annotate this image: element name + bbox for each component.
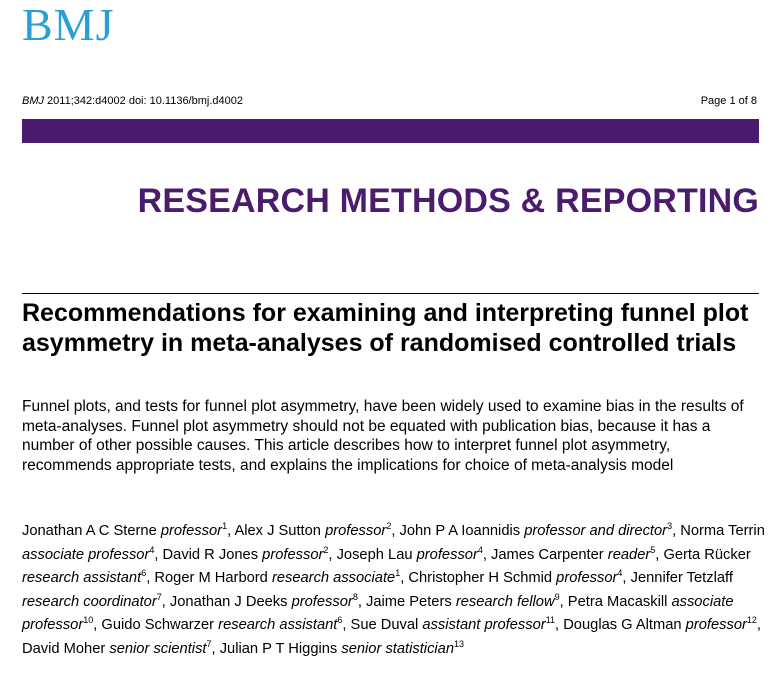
author-role: research coordinator bbox=[22, 593, 157, 610]
author-role: research associate bbox=[271, 570, 396, 586]
author-entry bbox=[366, 591, 560, 610]
author-affiliation: 3 bbox=[667, 521, 673, 532]
author-entry bbox=[234, 523, 391, 539]
author-role: professor bbox=[160, 523, 223, 539]
author-affiliation: 2 bbox=[386, 521, 392, 532]
bmj-logo: BMJ bbox=[22, 0, 115, 50]
author-name: Christopher H Schmid bbox=[408, 570, 553, 586]
author-entry bbox=[351, 617, 555, 633]
author-entry bbox=[336, 544, 483, 563]
author-name: Joseph Lau bbox=[336, 546, 413, 563]
author-affiliation: 1 bbox=[395, 568, 401, 579]
author-name: Douglas G Altman bbox=[563, 617, 682, 633]
author-name: Jennifer Tetzlaff bbox=[630, 570, 733, 586]
author-affiliation: 12 bbox=[746, 615, 757, 626]
author-role: assistant professor bbox=[422, 617, 546, 633]
author-affiliation: 4 bbox=[617, 568, 623, 579]
author-entry bbox=[154, 570, 400, 586]
author-role: professor bbox=[262, 546, 324, 563]
author-name: Alex J Sutton bbox=[234, 523, 321, 539]
author-role: senior statistician bbox=[341, 640, 455, 657]
page-number: Page 1 of 8 bbox=[700, 95, 757, 107]
author-affiliation: 6 bbox=[337, 615, 343, 626]
author-name: John P A Ioannidis bbox=[399, 523, 521, 539]
author-name: Norma Terrin bbox=[680, 523, 765, 539]
author-affiliation: 9 bbox=[554, 591, 560, 602]
author-affiliation: 4 bbox=[477, 544, 483, 555]
author-entry bbox=[22, 523, 227, 539]
author-affiliation: 7 bbox=[206, 638, 212, 649]
article-abstract: Funnel plots, and tests for funnel plot asymmetry, have been widely used to examine bias in the results of meta-analyses. Funnel plot asymmetry should not be equated with publication bias, because it has a number of other possible causes. This article describes how to interpret funnel plot asymmetry, recommends appropriate tests, and explains the implications for choice of meta-analysis model bbox=[22, 398, 744, 474]
author-name: Jonathan J Deeks bbox=[169, 593, 288, 610]
author-name: Jonathan A C Sterne bbox=[22, 523, 157, 539]
citation-details: 2011;342:d4002 doi: 10.1136/bmj.d4002 bbox=[44, 95, 243, 107]
author-entry bbox=[400, 523, 673, 539]
author-role: research fellow bbox=[455, 593, 555, 610]
author-affiliation: 7 bbox=[156, 591, 162, 602]
author-role: professor bbox=[685, 617, 747, 633]
author-role: reader bbox=[607, 546, 651, 563]
author-entry bbox=[408, 570, 622, 586]
author-role: senior scientist bbox=[109, 640, 207, 657]
author-role: professor and director bbox=[524, 523, 668, 539]
author-role: professor bbox=[291, 593, 353, 610]
author-entry bbox=[563, 617, 757, 633]
article-title: Recommendations for examining and interpreting funnel plot asymmetry in meta-analyses of randomised controlled trials bbox=[22, 299, 749, 357]
author-affiliation: 5 bbox=[650, 544, 656, 555]
author-name: Roger M Harbord bbox=[154, 570, 268, 586]
author-name: Gerta Rücker bbox=[663, 546, 751, 563]
author-name: Guido Schwarzer bbox=[101, 617, 215, 633]
author-entry bbox=[219, 638, 465, 657]
author-affiliation: 6 bbox=[141, 568, 147, 579]
section-heading: RESEARCH METHODS & REPORTING bbox=[137, 182, 759, 220]
author-name: Sue Duval bbox=[350, 617, 419, 633]
author-affiliation: 10 bbox=[83, 615, 94, 626]
author-affiliation: 11 bbox=[545, 615, 556, 626]
author-role: associate professor bbox=[22, 593, 734, 633]
author-name: David Moher bbox=[22, 640, 106, 657]
header-color-bar bbox=[22, 119, 759, 143]
author-name: Petra Macaskill bbox=[567, 593, 668, 610]
author-role: associate professor bbox=[22, 546, 150, 563]
author-name: Julian P T Higgins bbox=[219, 640, 338, 657]
author-affiliation: 2 bbox=[323, 544, 329, 555]
author-entry bbox=[169, 591, 358, 610]
author-role: professor bbox=[416, 546, 478, 563]
author-entry bbox=[22, 638, 212, 657]
author-role: research assistant bbox=[22, 570, 142, 586]
author-entry bbox=[101, 617, 342, 633]
author-entry bbox=[491, 544, 656, 563]
author-affiliation: 13 bbox=[454, 638, 465, 649]
title-divider bbox=[22, 293, 759, 294]
author-list: Jonathan A C Sterne professor$^1$, Alex J Sutton professor$^2$, John P A Ioannidis professor and director$^3$, Norma Terrin associate professor$^4$, David R Jones professor$^2$, Joseph Lau professor$^4$, James Carpenter reader$^5$, Gerta Rücker research assistant$^6$, Roger M Harbord research associate$^1$, Christopher H Schmid professor$^4$, Jennifer Tetzlaff research coordinator$^7$, Jonathan J Deeks professor$^8$, Jaime Peters research fellow$^9$, Petra Macaskill associate professor$^{10}$, Guido Schwarzer research assistant$^6$, Sue Duval assistant professor$^{11}$, Douglas G Altman professor$^{12}$, David Moher senior scientist$^7$, Julian P T Higgins senior statistician$^{13}$ bbox=[22, 521, 765, 657]
author-affiliation: 8 bbox=[352, 591, 358, 602]
author-affiliation: 1 bbox=[222, 521, 228, 532]
author-role: professor bbox=[325, 523, 387, 539]
author-affiliation: 4 bbox=[149, 544, 155, 555]
author-name: James Carpenter bbox=[491, 546, 604, 563]
citation-line bbox=[22, 95, 243, 108]
author-name: Jaime Peters bbox=[366, 593, 452, 610]
author-name: David R Jones bbox=[162, 546, 259, 563]
author-entry bbox=[162, 544, 329, 563]
citation-journal: BMJ bbox=[22, 95, 44, 107]
author-role: professor bbox=[556, 570, 618, 586]
author-role: research assistant bbox=[218, 617, 338, 633]
